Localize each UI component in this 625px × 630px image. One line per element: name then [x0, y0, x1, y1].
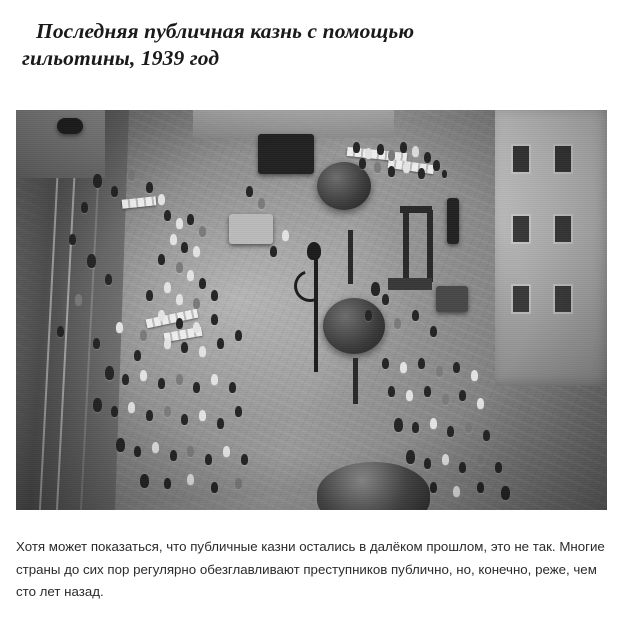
caption-text: Хотя может показаться, что публичные казни остались в далёком прошлом, это не так. Многие страны до сих пор регулярно обезглавливают преступников публично, но, конечно, реже, чем сто лет назад.	[16, 539, 605, 599]
photo-crowd	[16, 110, 607, 510]
page-title-line-1: Последняя публичная казнь с помощью	[36, 19, 415, 43]
photo-canvas	[16, 110, 607, 510]
page-title	[0, 18, 625, 72]
photo-caption	[16, 536, 611, 604]
article-photo	[16, 110, 607, 510]
page-title-line-2: гильотины, 1939 год	[22, 46, 220, 70]
